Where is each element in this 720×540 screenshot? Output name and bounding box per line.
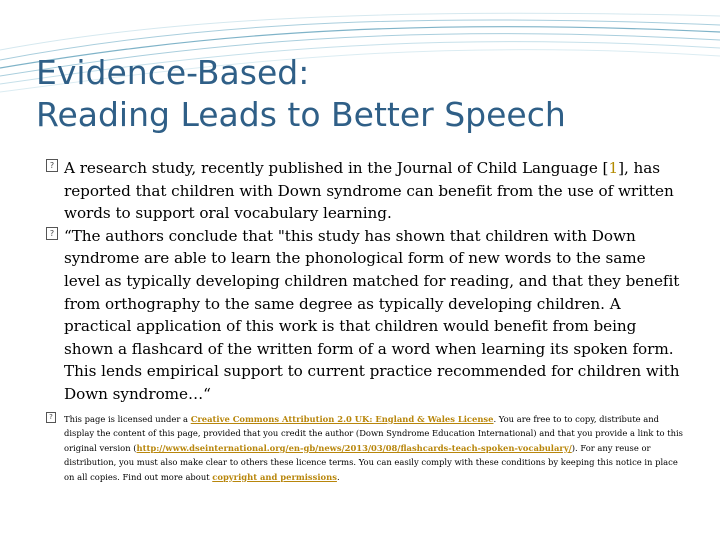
- license-text-4: .: [336, 471, 340, 482]
- bullet-icon: ?: [46, 227, 58, 240]
- license-text-3: ). For any reuse or distribution, you must also make clear to others these licence terms. You can easily comply with these conditions by keeping this notice in place on all copies. Find out more about: [64, 442, 678, 482]
- title-line-1: Evidence-Based:: [36, 53, 310, 92]
- license-text-1: This page is licensed under a: [64, 413, 191, 424]
- copyright-permissions-link[interactable]: copyright and permissions: [212, 471, 337, 482]
- reference-link[interactable]: 1: [608, 159, 619, 177]
- title-line-2: Reading Leads to Better Speech: [36, 95, 566, 134]
- bullet-authors-conclude: [46, 225, 686, 406]
- creative-commons-link[interactable]: Creative Commons Attribution 2.0 UK: England & Wales License: [190, 413, 494, 424]
- bullet-text-after: ], has reported that children with Down syndrome can benefit from the use of written words to support oral vocabulary learning.: [64, 159, 674, 223]
- license-text-2: . You are free to to copy, distribute and display the content of this page, provided that you credit the author (Down Syndrome Education International) and that you provide a link to this original version (: [64, 413, 683, 453]
- bullet-text-before: A research study, recently published in the Journal of Child Language [: [64, 159, 609, 177]
- bullet-license: [46, 412, 686, 485]
- bullet-icon: ?: [46, 412, 56, 423]
- original-version-link[interactable]: http://www.dseinternational.org/en-gb/news/2013/03/08/flashcards-teach-spoken-vocabulary/: [136, 442, 572, 453]
- bullet-icon: ?: [46, 159, 58, 172]
- bullet-list: [46, 157, 686, 484]
- bullet-quote-text: “The authors conclude that "this study has shown that children with Down syndrome are able to learn the phonological form of new words to the same level as typically developing children matched for reading, and that they benefit from orthography to the same degree as typically developing children. A practical application of this work is that children would benefit from being shown a flashcard of the written form of a word when learning its spoken form. This lends empirical support to current practice recommended for children with Down syndrome…“: [64, 226, 680, 403]
- slide-title: [36, 52, 696, 136]
- bullet-research-study: [46, 157, 686, 225]
